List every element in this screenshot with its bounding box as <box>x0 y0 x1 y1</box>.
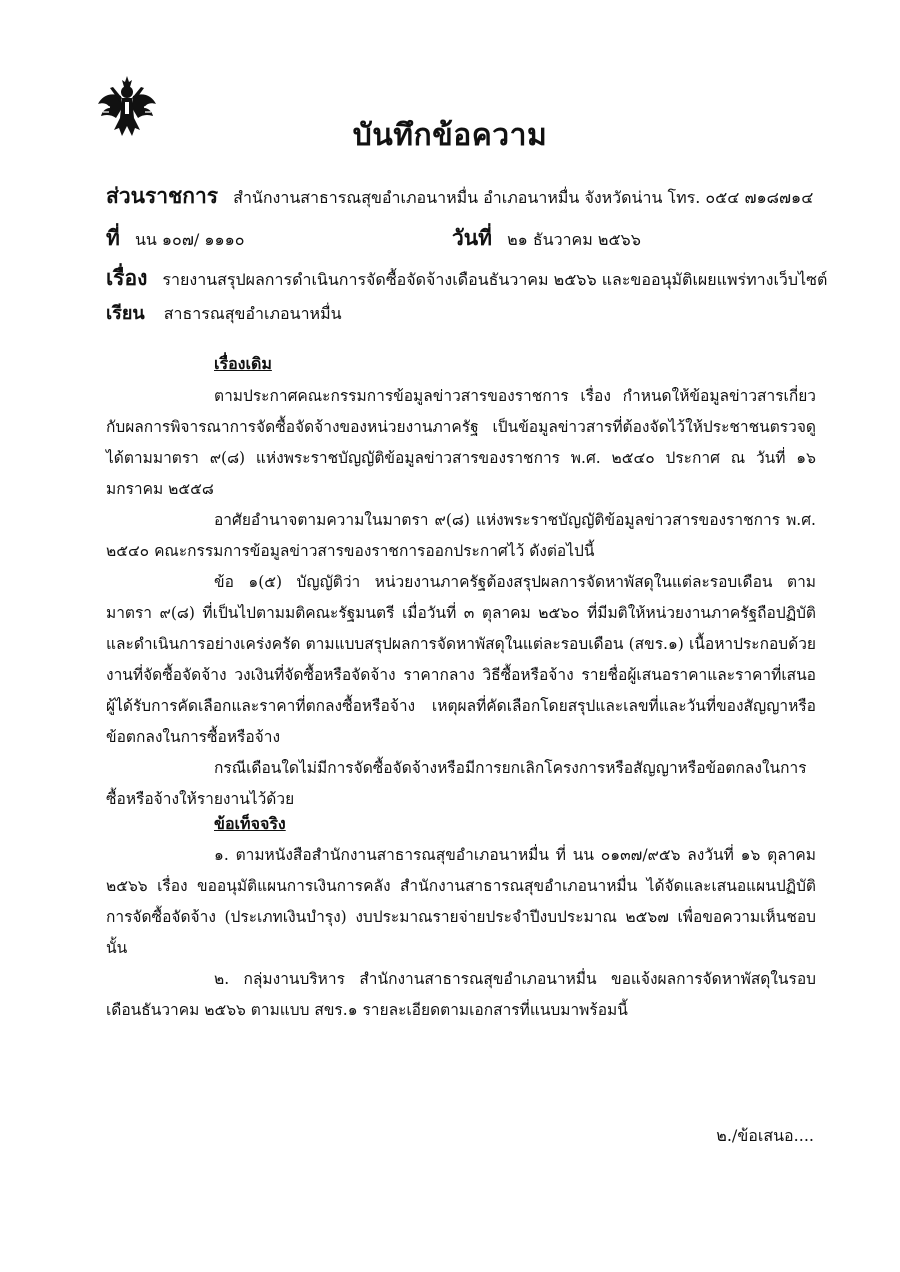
subject-label: เรื่อง <box>106 265 148 290</box>
department-value: สำนักงานสาธารณสุขอำเภอนาหมื่น อำเภอนาหมื่น จังหวัดน่าน โทร. ๐๕๔ ๗๑๘๗๑๔ <box>233 188 814 207</box>
background-paragraph: อาศัยอำนาจตามความในมาตรา ๙(๘) แห่งพระราชบัญญัติข้อมูลข่าวสารของราชการ พ.ศ. ๒๕๔๐ คณะกรรมการข้อมูลข่าวสารของราชการออกประกาศไว้ ดังต่อไปนี้ <box>106 511 816 560</box>
subject-row <box>106 262 827 295</box>
subject-value: รายงานสรุปผลการดำเนินการจัดซื้อจัดจ้างเดือนธันวาคม ๒๕๖๖ และขออนุมัติเผยแพร่ทางเว็บไซต์ <box>162 270 828 289</box>
addressee-label: เรียน <box>106 303 145 324</box>
date-value: ๒๑ ธันวาคม ๒๕๖๖ <box>507 230 641 249</box>
memo-title: บันทึกข้อความ <box>352 118 548 153</box>
addressee-value: สาธารณสุขอำเภอนาหมื่น <box>163 304 342 323</box>
background-heading: เรื่องเดิม <box>214 354 272 373</box>
facts-paragraph: ๒. กลุ่มงานบริหาร สำนักงานสาธารณสุขอำเภอนาหมื่น ขอแจ้งผลการจัดหาพัสดุในรอบเดือนธันวาคม ๒๕๖๖ ตามแบบ สขร.๑ รายละเอียดตามเอกสารที่แนบมาพร้อมนี้ <box>106 970 816 1019</box>
reference-row <box>106 222 245 255</box>
department-row <box>106 180 813 213</box>
facts-section <box>106 840 816 1026</box>
facts-paragraph: ๑. ตามหนังสือสำนักงานสาธารณสุขอำเภอนาหมื่น ที่ นน ๐๑๓๗/๙๕๖ ลงวันที่ ๑๖ ตุลาคม ๒๕๖๖ เรื่อง ขออนุมัติแผนการเงินการคลัง สำนักงานสาธารณสุขอำเภอนาหมื่น ได้จัดและเสนอแผนปฏิบัติการจัดซื้อจัดจ้าง (ประเภทเงินบำรุง) งบประมาณรายจ่ายประจำปีงบประมาณ ๒๕๖๗ เพื่อขอความเห็นชอบ นั้น <box>106 846 816 957</box>
background-section <box>106 381 816 815</box>
date-label: วันที่ <box>452 225 492 250</box>
background-paragraph: ตามประกาศคณะกรรมการข้อมูลข่าวสารของราชการ เรื่อง กำหนดให้ข้อมูลข่าวสารเกี่ยวกับผลการพิจารณาการจัดซื้อจัดจ้างของหน่วยงานภาครัฐ เป็นข้อมูลข่าวสารที่ต้องจัดไว้ให้ประชาชนตรวจดูได้ตามมาตรา ๙(๘) แห่งพระราชบัญญัติข้อมูลข่าวสารของราชการ พ.ศ. ๒๕๔๐ ประกาศ ณ วันที่ ๑๖ มกราคม ๒๕๕๘ <box>106 387 816 498</box>
continuation-marker: ๒./ข้อเสนอ.... <box>716 1126 814 1145</box>
addressee-row <box>106 298 342 327</box>
date-row <box>452 222 641 255</box>
facts-heading: ข้อเท็จจริง <box>214 814 286 833</box>
background-paragraph: กรณีเดือนใดไม่มีการจัดซื้อจัดจ้างหรือมีการยกเลิกโครงการหรือสัญญาหรือข้อตกลงในการซื้อหรือจ้างให้รายงานไว้ด้วย <box>106 759 807 808</box>
reference-value: นน ๑๐๗/ ๑๑๑๐ <box>134 230 245 249</box>
department-label: ส่วนราชการ <box>106 183 219 208</box>
background-paragraph: ข้อ ๑(๕) บัญญัติว่า หน่วยงานภาครัฐต้องสรุปผลการจัดหาพัสดุในแต่ละรอบเดือน ตามมาตรา ๙(๘) ที่เป็นไปตามมติคณะรัฐมนตรี เมื่อวันที่ ๓ ตุลาคม ๒๕๖๐ ที่มีมติให้หน่วยงานภาครัฐถือปฏิบัติและดำเนินการอย่างเคร่งครัด ตามแบบสรุปผลการจัดหาพัสดุในแต่ละรอบเดือน (สขร.๑) เนื้อหาประกอบด้วย งานที่จัดซื้อจัดจ้าง วงเงินที่จัดซื้อหรือจัดจ้าง ราคากลาง วิธีซื้อหรือจ้าง รายชื่อผู้เสนอราคาและราคาที่เสนอ ผู้ได้รับการคัดเลือกและราคาที่ตกลงซื้อหรือจ้าง เหตุผลที่คัดเลือกโดยสรุปและเลขที่และวันที่ของสัญญาหรือข้อตกลงในการซื้อหรือจ้าง <box>106 573 816 746</box>
reference-label: ที่ <box>106 225 120 250</box>
